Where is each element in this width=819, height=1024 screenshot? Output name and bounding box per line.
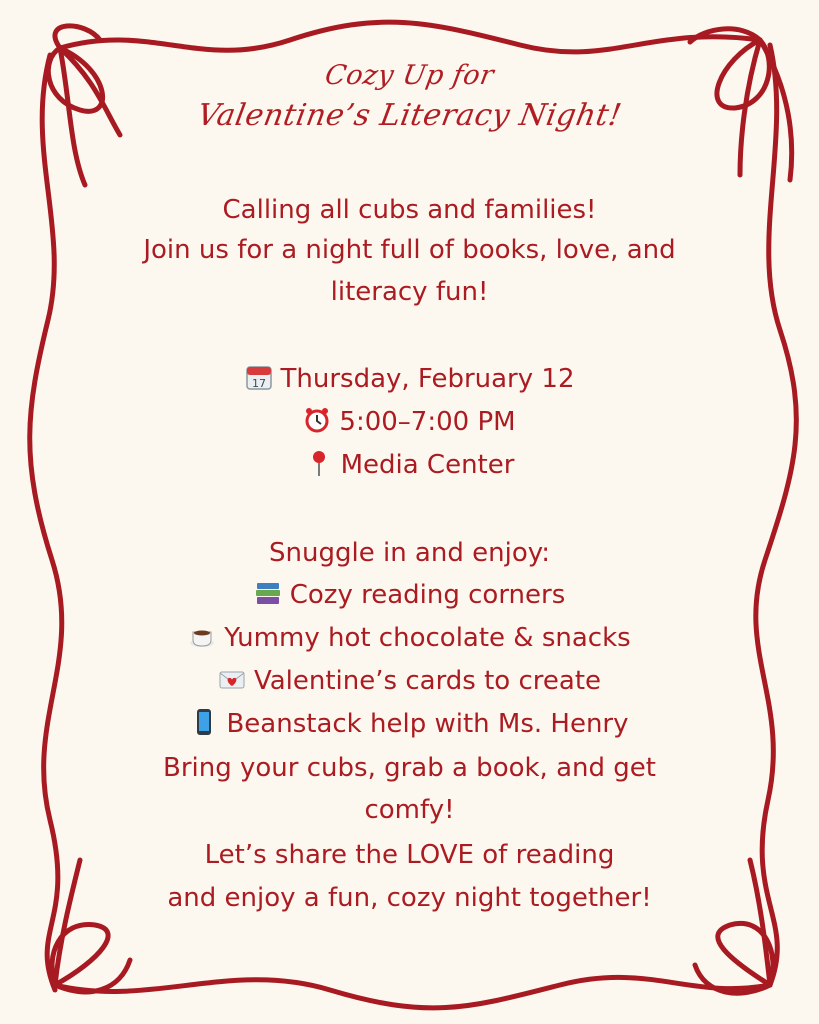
alarm-clock-icon — [303, 406, 331, 434]
activity-text: Cozy reading corners — [289, 580, 566, 610]
books-icon — [254, 579, 282, 607]
activity-text: Yummy hot chocolate & snacks — [224, 623, 631, 653]
calendar-icon — [245, 363, 273, 391]
title-line-2: Valentine’s Literacy Night! — [194, 98, 625, 133]
activity-item — [0, 574, 819, 617]
event-location — [0, 444, 819, 487]
hot-beverage-icon — [188, 622, 216, 650]
title-line-1: Cozy Up for — [322, 60, 497, 91]
intro-line-2: Join us for a night full of books, love, and — [143, 235, 676, 265]
love-letter-icon — [218, 665, 246, 693]
pushpin-icon — [305, 449, 333, 477]
activity-item — [0, 703, 819, 746]
svg-text:17: 17 — [251, 376, 266, 390]
event-date-text: Thursday, February 12 — [280, 364, 575, 394]
activity-text: Beanstack help with Ms. Henry — [226, 709, 629, 739]
event-time-text: 5:00–7:00 PM — [339, 407, 516, 437]
event-time — [0, 401, 819, 444]
intro-line-3: literacy fun! — [330, 277, 489, 307]
intro-line-1: Calling all cubs and families! — [222, 195, 597, 225]
mobile-phone-icon — [190, 708, 218, 736]
activity-item — [0, 660, 819, 703]
closing-line-1: Bring your cubs, grab a book, and get — [163, 753, 656, 783]
event-location-text: Media Center — [340, 450, 515, 480]
event-date — [0, 358, 819, 401]
closing-line-2: comfy! — [364, 795, 455, 825]
activity-text: Valentine’s cards to create — [253, 666, 602, 696]
closing-line-3: Let’s share the LOVE of reading — [204, 840, 615, 870]
activity-item — [0, 617, 819, 660]
closing-line-4: and enjoy a fun, cozy night together! — [167, 883, 652, 913]
activities-heading: Snuggle in and enjoy: — [269, 538, 550, 568]
